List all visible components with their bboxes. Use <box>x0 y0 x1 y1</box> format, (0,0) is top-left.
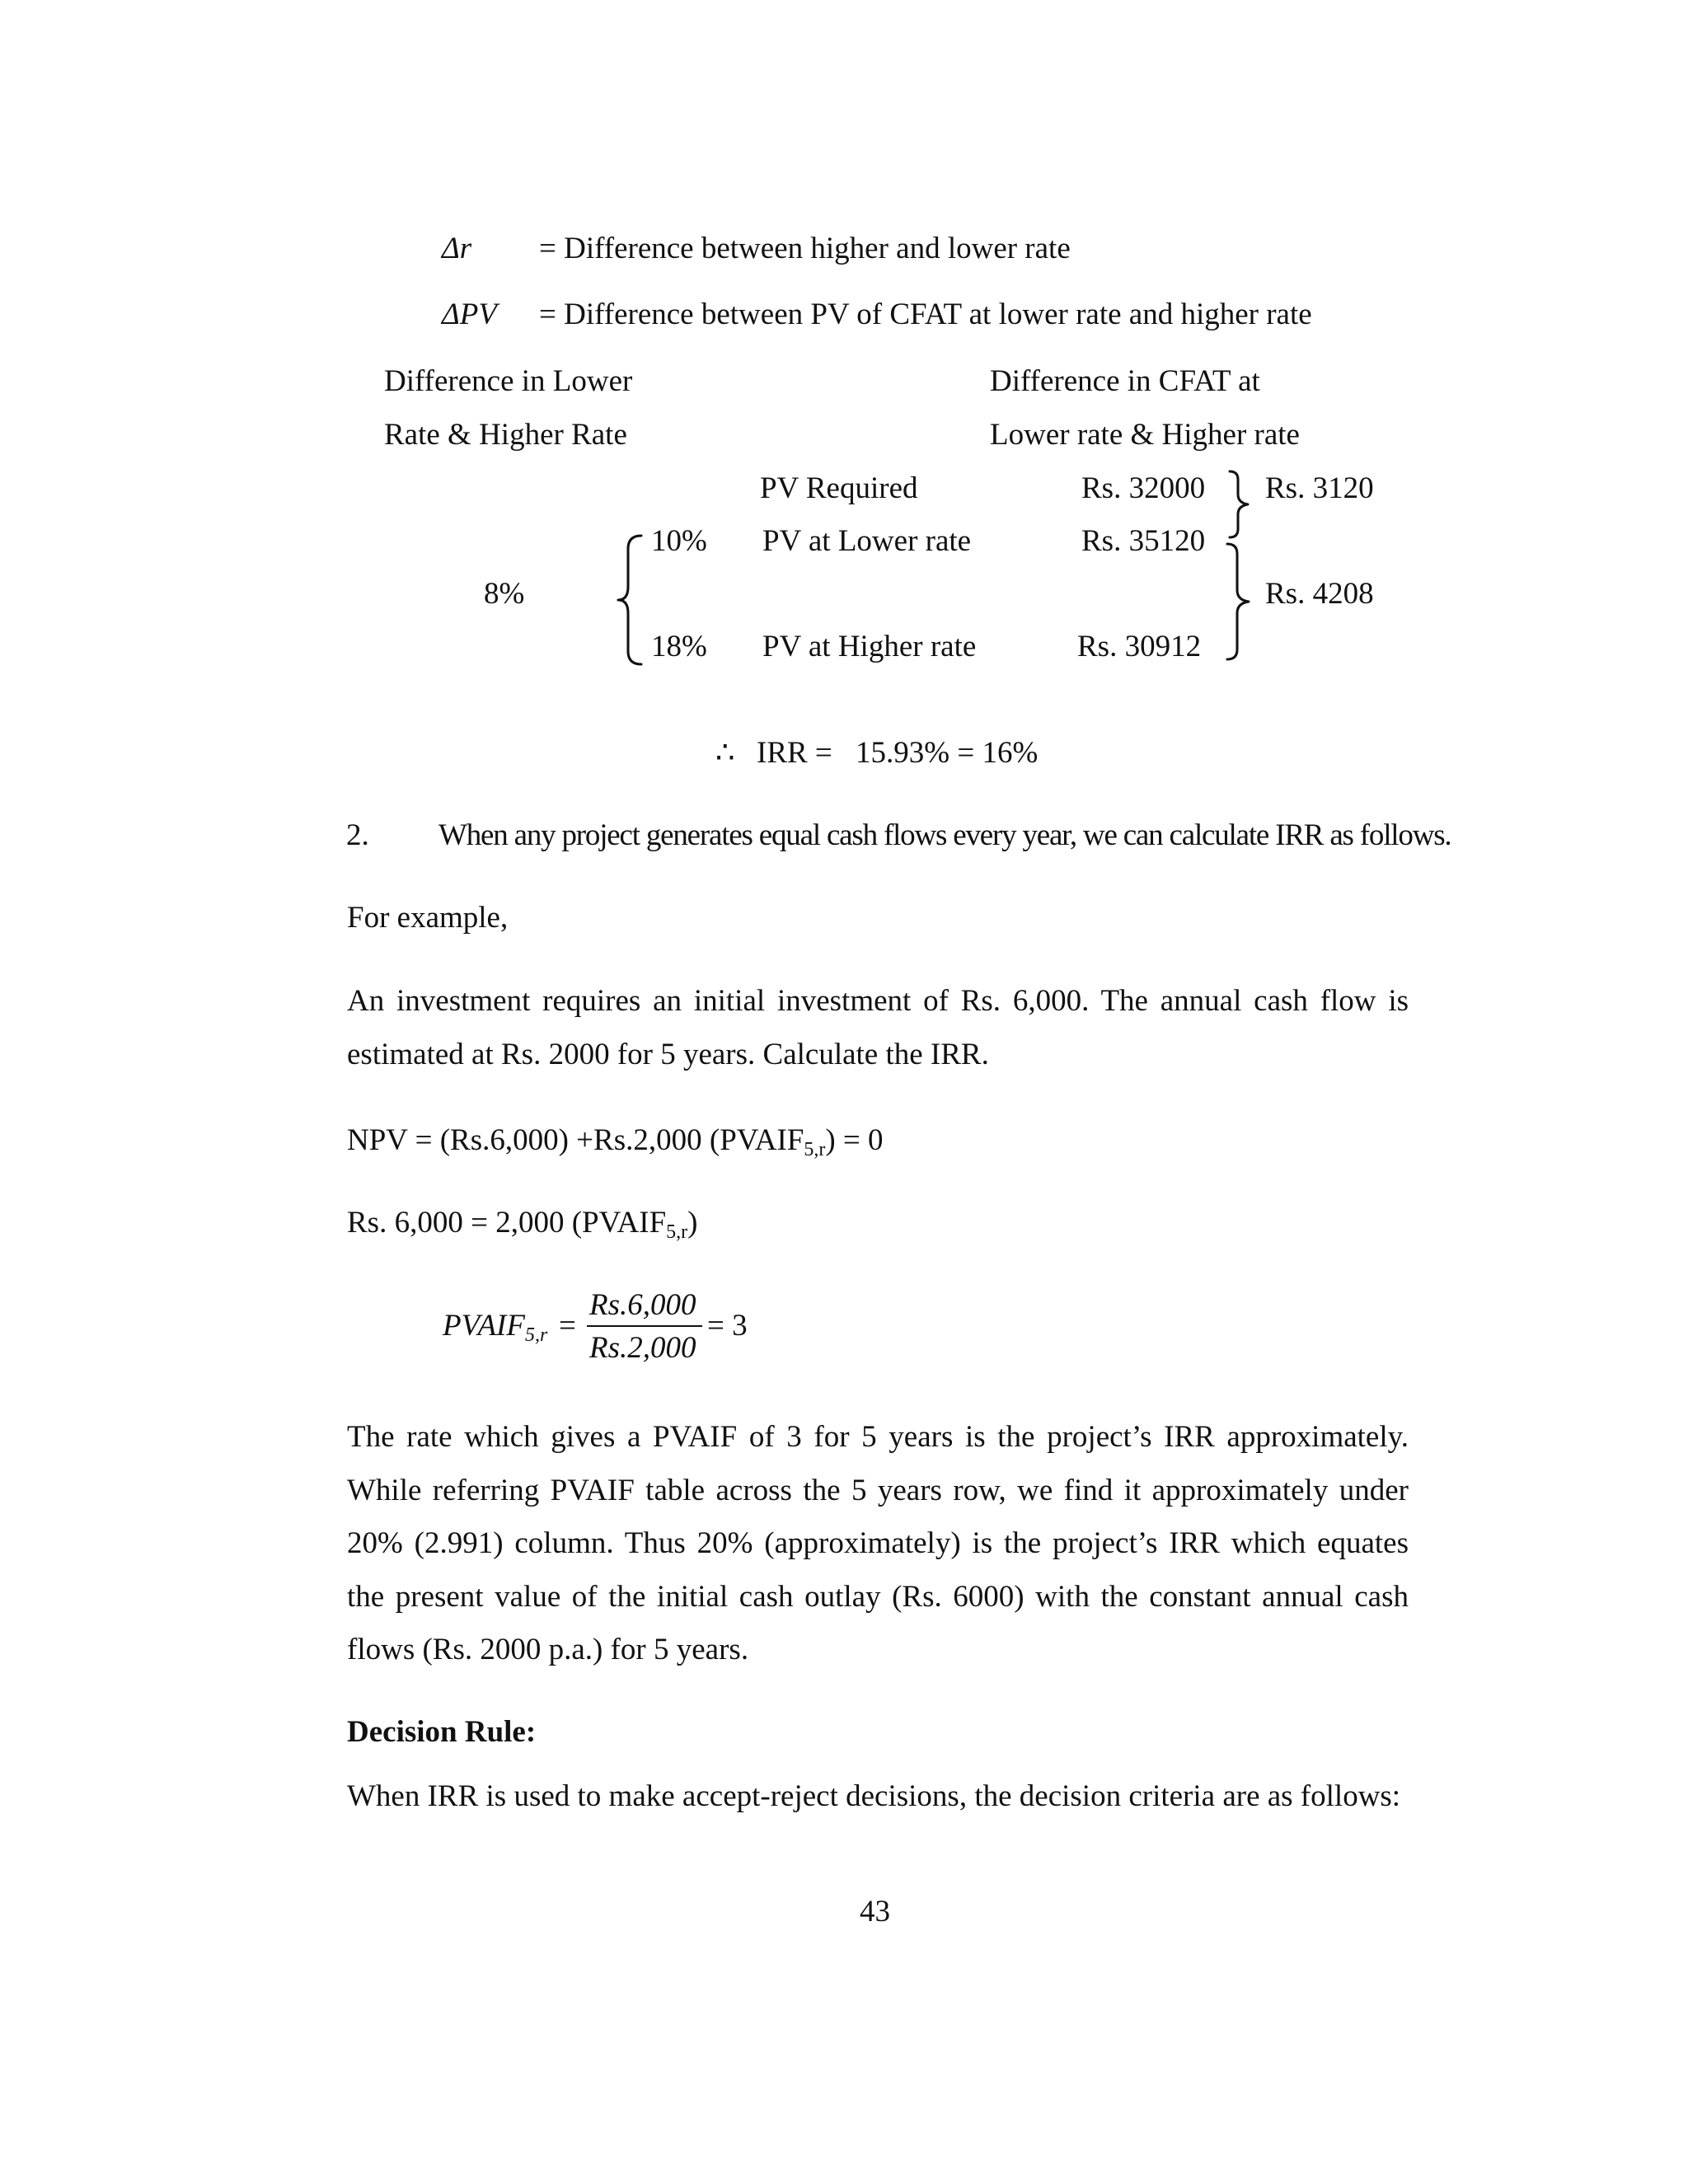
pv-required-value: Rs. 32000 <box>1081 471 1206 505</box>
pv-higher-label: PV at Higher rate <box>762 630 977 663</box>
right-brace-small-icon <box>1228 470 1253 540</box>
fraction-bar <box>587 1325 702 1327</box>
npv-equation: NPV = (Rs.6,000) +Rs.2,000 $(PVAIF_{5,r}) = 0$ <box>347 1123 884 1160</box>
lower-rate: 10% <box>651 524 707 558</box>
fraction-equals: = <box>559 1309 576 1343</box>
higher-rate: 18% <box>651 630 707 663</box>
delta-pv-symbol: ΔPV <box>442 298 497 331</box>
pv-lower-label: PV at Lower rate <box>762 524 972 558</box>
delta-r-symbol: Δr <box>442 232 472 265</box>
rate-difference: 8% <box>484 577 525 611</box>
fraction-numerator: Rs.6,000 <box>589 1288 696 1322</box>
example-problem: An investment requires an initial investment of Rs. 6,000. The annual cash flow is estimated at Rs. 2000 for 5 years. Calculate the IRR. <box>347 984 1409 1071</box>
example-intro: For example, <box>347 901 509 935</box>
right-header-line1: Difference in CFAT at <box>990 364 1260 398</box>
irr-result-value: 15.93% = 16% <box>856 736 1039 770</box>
point2-text: When any project generates equal cash flows every year, we can calculate IRR as follows. <box>438 818 1451 852</box>
fraction-result: = 3 <box>707 1309 748 1343</box>
delta-r-definition: = Difference between higher and lower rate <box>539 232 1071 265</box>
fraction-lhs: $PVAIF_{5,r}$ <box>443 1309 548 1346</box>
left-header-line1: Difference in Lower <box>384 364 633 398</box>
therefore-symbol: ∴ <box>715 736 735 770</box>
pv-lower-value: Rs. 35120 <box>1081 524 1206 558</box>
rs-equation: Rs. 6,000 = 2,000 $(PVAIF_{5,r})$ <box>347 1206 698 1243</box>
point-number: 2. <box>346 818 369 852</box>
pv-required-label: PV Required <box>760 471 918 505</box>
delta-pv-definition: = Difference between PV of CFAT at lower rate and higher rate <box>539 298 1312 331</box>
left-header-line2: Rate & Higher Rate <box>384 418 627 452</box>
conclusion-paragraph: The rate which gives a PVAIF of 3 for 5 years is the project’s IRR approximately. While referring PVAIF table across the 5 years row, we find it approximately under 20% (2.991) column. Thus 20% (approximately) is the project’s IRR which equates the present value of the initial cash outlay (Rs. 6000) with the constant annual cash flows (Rs. 2000 p.a.) for 5 years. <box>347 1420 1409 1666</box>
right-header-line2: Lower rate & Higher rate <box>990 418 1300 452</box>
decision-rule-text: When IRR is used to make accept-reject decisions, the decision criteria are as follows: <box>347 1779 1401 1813</box>
cfat-difference-large: Rs. 4208 <box>1265 577 1374 611</box>
pv-higher-value: Rs. 30912 <box>1077 630 1202 663</box>
fraction-denominator: Rs.2,000 <box>589 1331 696 1365</box>
decision-rule-heading: Decision Rule: <box>347 1715 537 1749</box>
left-brace-icon <box>617 534 645 666</box>
irr-result-label: IRR = <box>757 736 832 770</box>
right-brace-large-icon <box>1226 542 1254 662</box>
page-number: 43 <box>860 1895 890 1929</box>
cfat-difference-small: Rs. 3120 <box>1265 471 1374 505</box>
